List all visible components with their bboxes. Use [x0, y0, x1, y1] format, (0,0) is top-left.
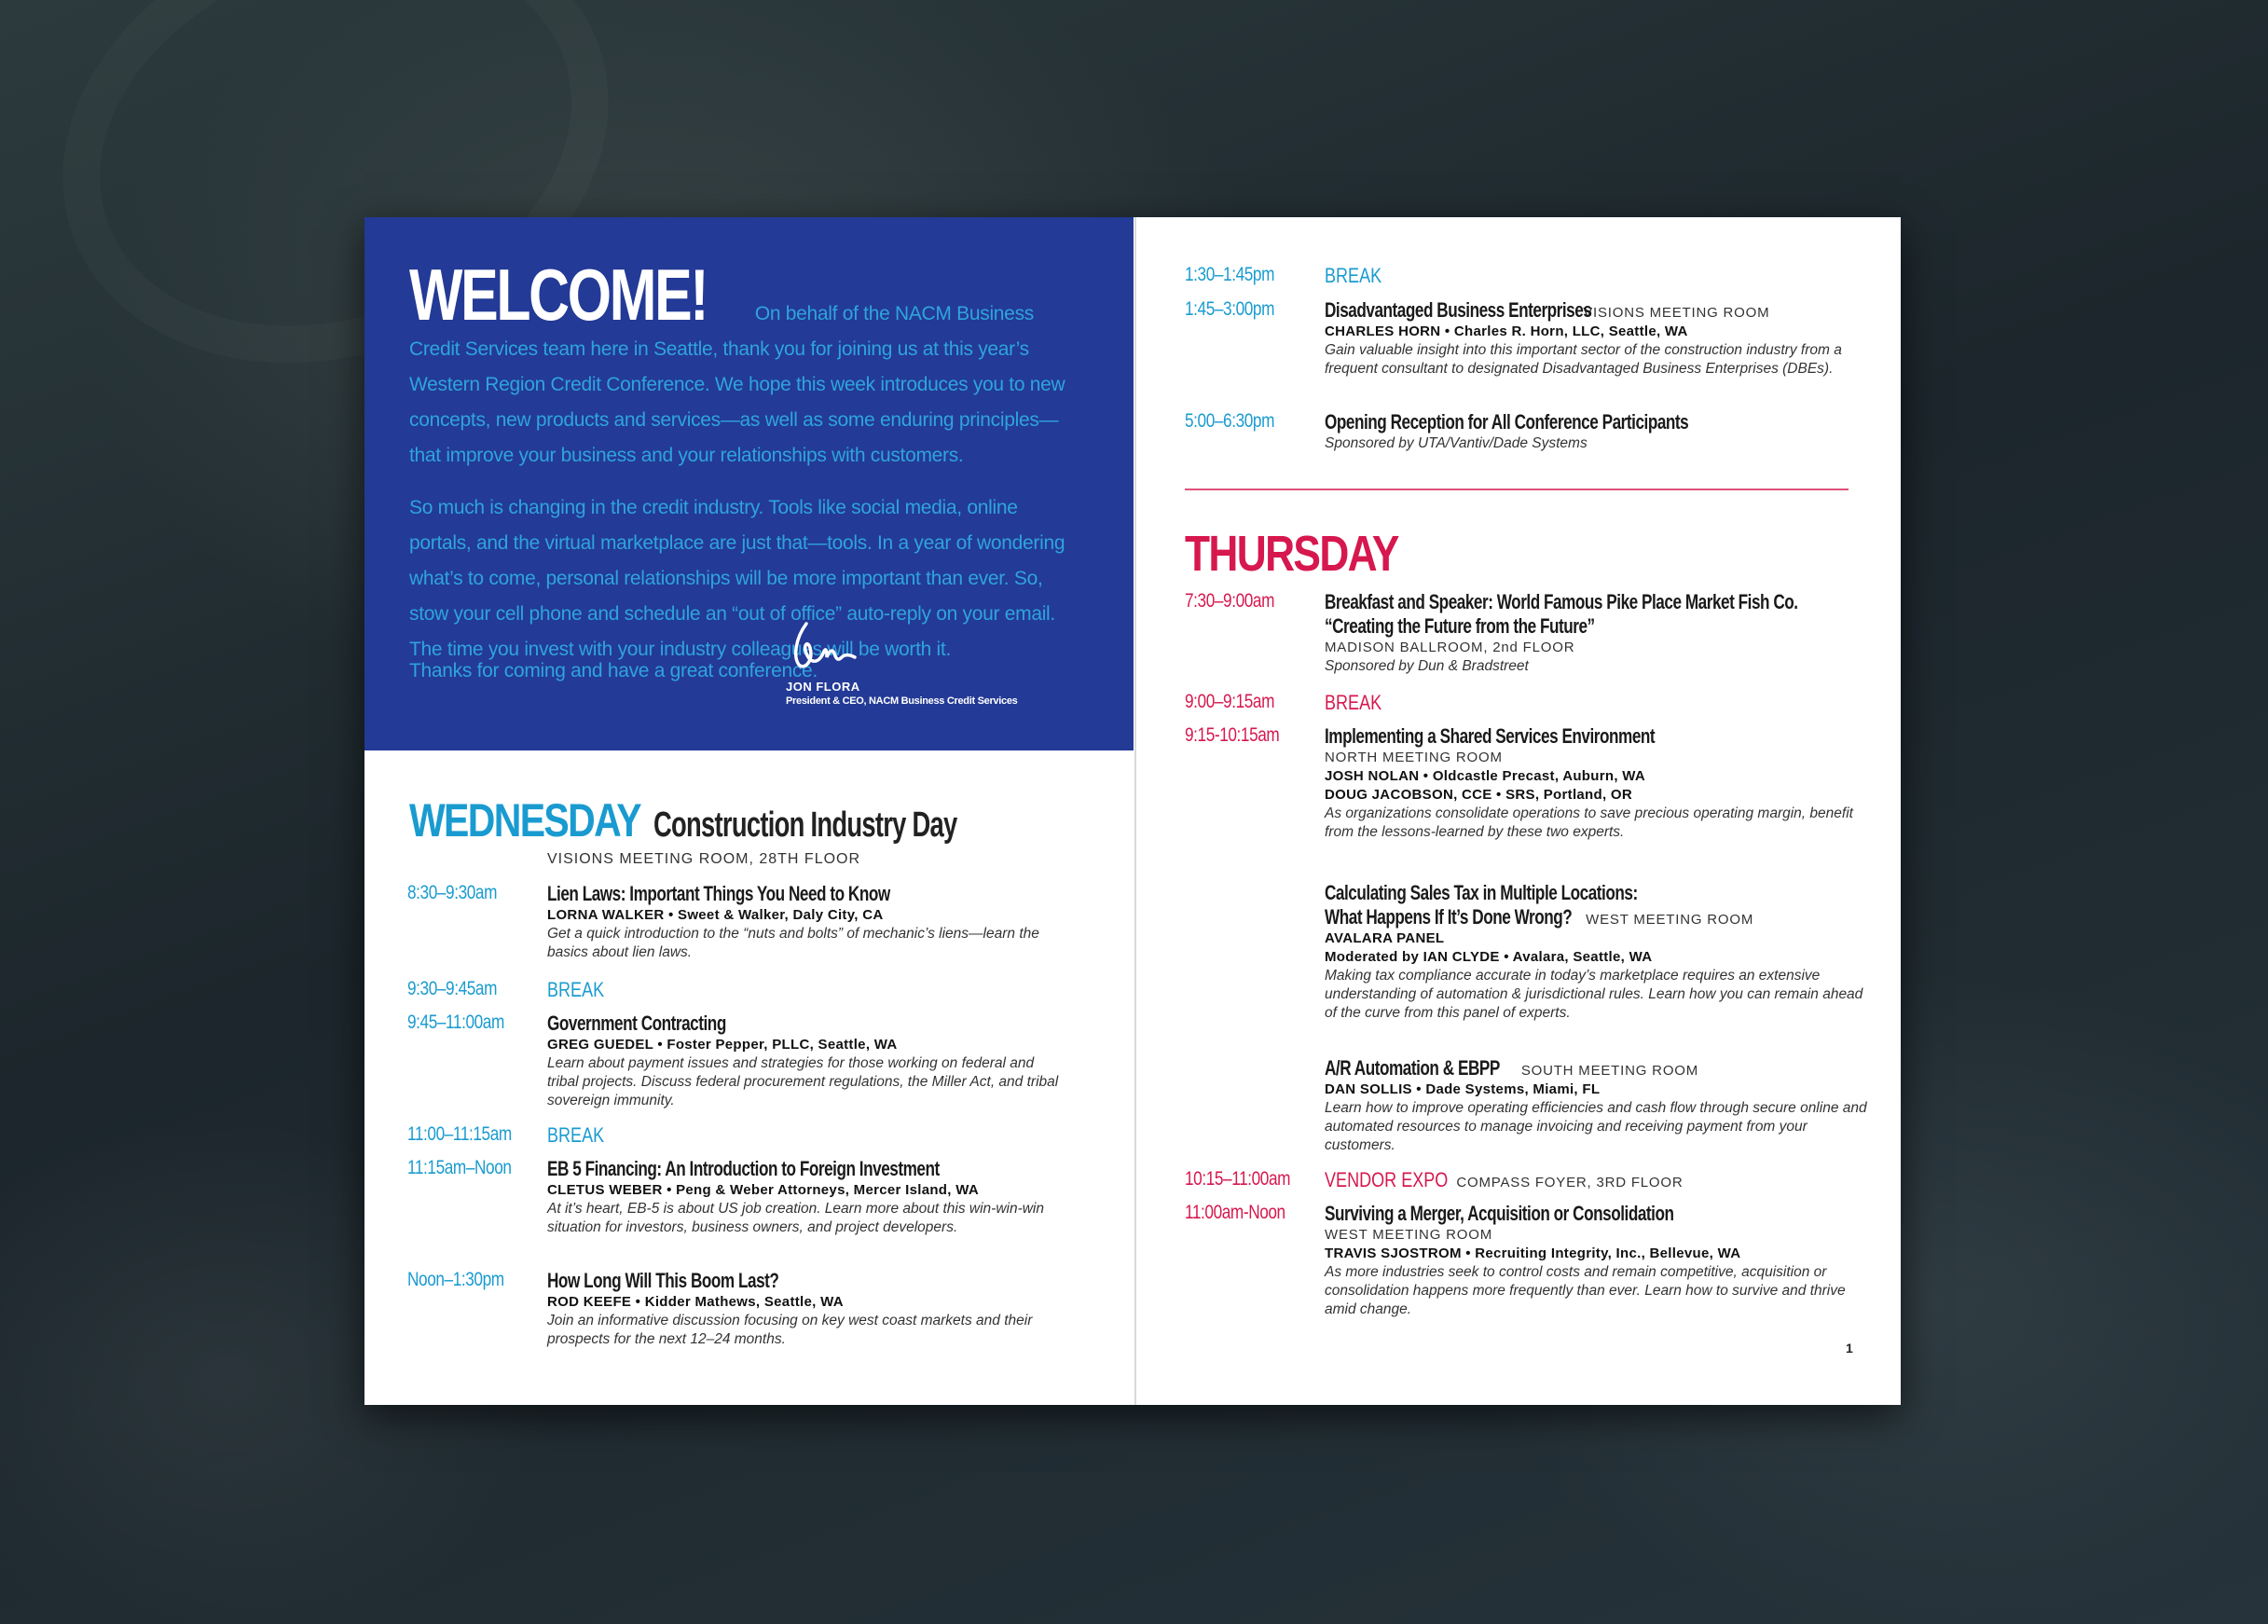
signer-title: President & CEO, NACM Business Credit Services — [786, 695, 1018, 707]
session-speaker: CLETUS WEBER • Peng & Weber Attorneys, Mercer Island, WA — [547, 1182, 979, 1198]
session-title: Surviving a Merger, Acquisition or Consolidation — [1325, 1202, 1674, 1225]
session-speaker: Moderated by IAN CLYDE • Avalara, Seattle, WA — [1325, 949, 1653, 965]
session-panel: AVALARA PANEL — [1325, 930, 1445, 946]
session-room: MADISON BALLROOM, 2nd FLOOR — [1325, 640, 1575, 655]
right-page — [1136, 217, 1901, 1405]
session-sponsor: Sponsored by Dun & Bradstreet — [1325, 658, 1529, 674]
session-description: Learn about payment issues and strategies for those working on federal and tribal projects. Discuss federal procurement regulations, the Miller Act, and tribal sovereign immunity. — [547, 1055, 1059, 1108]
welcome-paragraph-1-text: On behalf of the NACM Business Credit Services team here in Seattle, thank you for joining us at this year’s Western Region Credit Conference. We hope this week introduces you to new concepts, new products and services—as well as some enduring principles—that improve your business and your relationships with customers. — [409, 303, 1065, 466]
wednesday-room: VISIONS MEETING ROOM, 28TH FLOOR — [547, 851, 861, 867]
break-label: BREAK — [547, 1123, 605, 1147]
session-room: NORTH MEETING ROOM — [1325, 750, 1503, 765]
welcome-thanks: Thanks for coming and have a great conference. — [409, 660, 818, 681]
signature-block — [786, 620, 1017, 708]
session-speaker: JOSH NOLAN • Oldcastle Precast, Auburn, WA — [1325, 768, 1646, 784]
welcome-title: WELCOME! — [409, 254, 708, 336]
session-speaker: ROD KEEFE • Kidder Mathews, Seattle, WA — [547, 1294, 844, 1310]
session-title: EB 5 Financing: An Introduction to Foreign Investment — [547, 1157, 940, 1180]
session-speaker: DAN SOLLIS • Dade Systems, Miami, FL — [1325, 1081, 1601, 1097]
session-title: A/R Automation & EBPP — [1325, 1056, 1500, 1080]
welcome-paragraph-2: So much is changing in the credit industry. Tools like social media, online portals, and the virtual marketplace are just that—tools. In a year of wondering what’s to come, personal relationships will be more important than ever. So, stow your cell phone and schedule an “out of office” auto-reply on your email. The time you invest with your industry colleagues will be worth it. — [409, 497, 1065, 660]
session-title: Disadvantaged Business Enterprises — [1325, 298, 1592, 322]
thursday-day: THURSDAY — [1185, 526, 1398, 582]
break-label: BREAK — [1325, 691, 1382, 714]
session-time: 9:15-10:15am — [1185, 724, 1280, 746]
break-time: 9:00–9:15am — [1185, 691, 1275, 712]
session-time: 9:45–11:00am — [407, 1012, 504, 1033]
session-description: Learn how to improve operating efficiencies and cash flow through secure online and automated resources to manage invoicing and receiving payment from your customers. — [1325, 1100, 1867, 1153]
session-title: Government Contracting — [547, 1012, 726, 1035]
session-time: 5:00–6:30pm — [1185, 410, 1275, 432]
session-title: Breakfast and Speaker: World Famous Pike Place Market Fish Co. — [1325, 590, 1798, 613]
session-room: WEST MEETING ROOM — [1325, 1227, 1492, 1243]
break-label: BREAK — [547, 978, 605, 1001]
session-description: As organizations consolidate operations to save precious operating margin, benefit from the lessons-learned by these two experts. — [1325, 805, 1853, 840]
left-page — [364, 217, 1134, 1405]
page-number: 1 — [1846, 1341, 1853, 1356]
session-description: As more industries seek to control costs and remain competitive, acquisition or consolidation happens more frequently than ever. Learn how to survive and thrive amid change. — [1325, 1264, 1846, 1317]
session-description: Get a quick introduction to the “nuts and bolts” of mechanic’s liens—learn the basics about lien laws. — [547, 926, 1039, 960]
session-room: SOUTH MEETING ROOM — [1520, 1063, 1699, 1079]
session-title: Implementing a Shared Services Environment — [1325, 724, 1656, 748]
welcome-panel — [364, 217, 1134, 750]
break-time: 9:30–9:45am — [407, 978, 498, 999]
session-speaker: TRAVIS SJOSTROM • Recruiting Integrity, Inc., Bellevue, WA — [1325, 1246, 1741, 1261]
session-description: Making tax compliance accurate in today’s marketplace requires an extensive understanding of automation & jurisdictional rules. Learn how you can remain ahead of the curve from this panel of experts. — [1325, 968, 1863, 1021]
session-title: Opening Reception for All Conference Participants — [1325, 410, 1689, 434]
brochure-spread — [364, 217, 1901, 1405]
wednesday-day: WEDNESDAY — [409, 794, 640, 846]
session-subtitle: What Happens If It’s Done Wrong? — [1325, 905, 1573, 929]
session-sponsor: Sponsored by UTA/Vantiv/Dade Systems — [1325, 435, 1588, 451]
session-time: 11:15am–Noon — [407, 1157, 512, 1178]
session-time: 7:30–9:00am — [1185, 590, 1275, 612]
break-time: 1:30–1:45pm — [1185, 264, 1275, 285]
wednesday-heading — [409, 793, 1076, 847]
session-description: At it’s heart, EB-5 is about US job creation. Learn more about this win-win-win situation for investors, business owners, and project developers. — [547, 1201, 1044, 1235]
break-time: 11:00–11:15am — [407, 1123, 512, 1145]
session-time: 1:45–3:00pm — [1185, 298, 1275, 320]
session-description: Join an informative discussion focusing on key west coast markets and their prospects for the next 12–24 months. — [547, 1313, 1033, 1347]
welcome-paragraph-1 — [409, 254, 1078, 474]
session-speaker: DOUG JACOBSON, CCE • SRS, Portland, OR — [1325, 787, 1633, 803]
session-title: Lien Laws: Important Things You Need to Know — [547, 882, 890, 905]
session-subtitle: “Creating the Future from the Future” — [1325, 614, 1595, 638]
break-label: BREAK — [1325, 264, 1382, 287]
session-speaker: CHARLES HORN • Charles R. Horn, LLC, Seattle, WA — [1325, 323, 1688, 339]
session-speaker: LORNA WALKER • Sweet & Walker, Daly City, CA — [547, 907, 884, 923]
session-room: COMPASS FOYER, 3RD FLOOR — [1456, 1175, 1684, 1190]
session-title: How Long Will This Boom Last? — [547, 1269, 779, 1292]
session-time: Noon–1:30pm — [407, 1269, 504, 1290]
session-room: WEST MEETING ROOM — [1586, 912, 1754, 928]
session-time: 11:00am-Noon — [1185, 1202, 1285, 1223]
session-description: Gain valuable insight into this important sector of the construction industry from a frequent consultant to designated Disadvantaged Business Enterprises (DBEs). — [1325, 342, 1842, 377]
session-speaker: GREG GUEDEL • Foster Pepper, PLLC, Seattle, WA — [547, 1037, 898, 1053]
signer-name: JON FLORA — [786, 680, 860, 694]
session-title: Calculating Sales Tax in Multiple Locations: — [1325, 881, 1638, 904]
signature-image — [786, 620, 860, 676]
wednesday-theme: Construction Industry Day — [653, 805, 957, 845]
session-time: 10:15–11:00am — [1185, 1168, 1291, 1190]
section-divider — [1185, 489, 1849, 490]
thursday-heading — [1185, 525, 1445, 583]
vendor-expo-label: VENDOR EXPO — [1325, 1168, 1449, 1191]
session-time: 8:30–9:30am — [407, 882, 498, 903]
session-room: VISIONS MEETING ROOM — [1583, 305, 1770, 321]
